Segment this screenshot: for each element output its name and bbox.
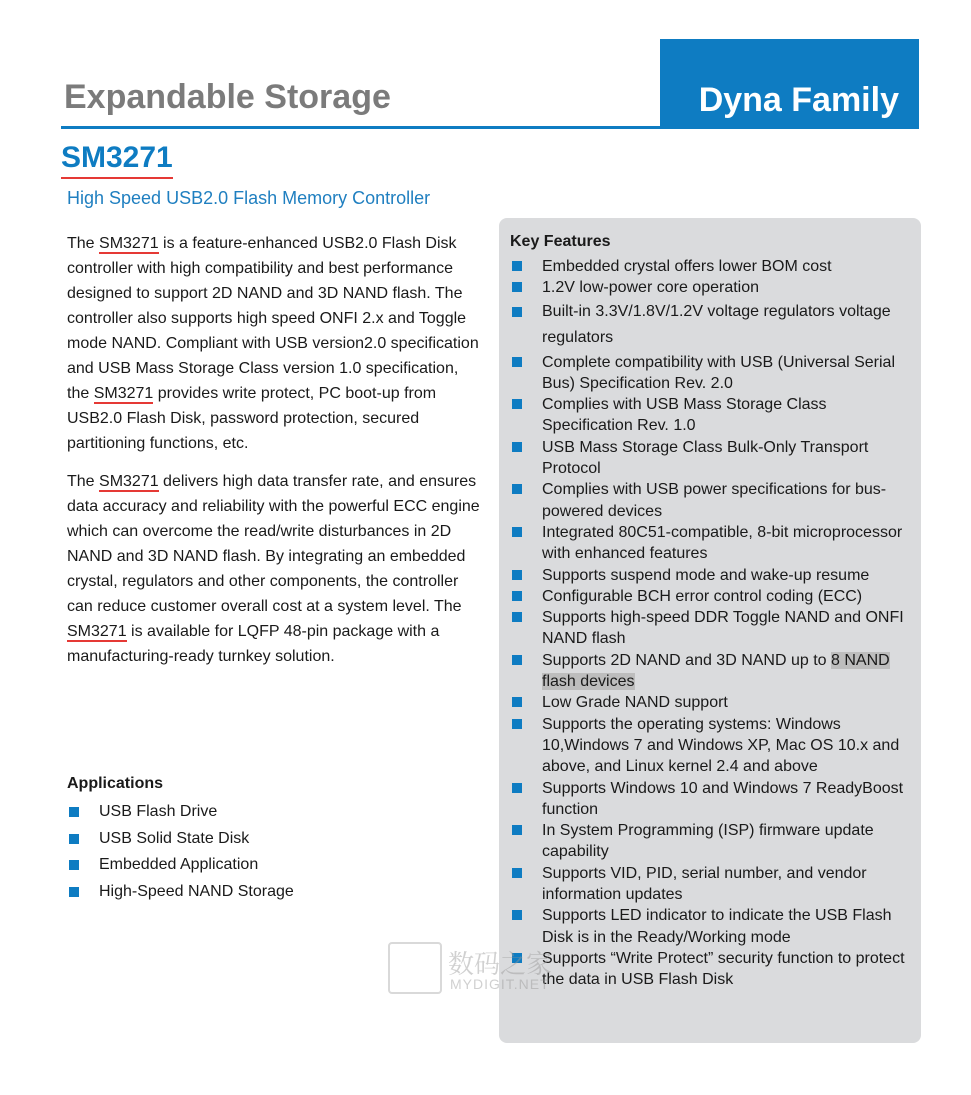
- square-bullet-icon: [512, 357, 522, 367]
- feature-text: Supports Windows 10 and Windows 7 ReadyBoost function: [542, 779, 904, 818]
- description-paragraph: [67, 231, 482, 456]
- header-divider: [61, 126, 919, 129]
- feature-text: Supports VID, PID, serial number, and vendor information updates: [542, 864, 867, 904]
- feature-item: [510, 948, 915, 991]
- key-features-list: [510, 256, 915, 991]
- feature-item: [510, 256, 915, 277]
- text-run: is available for LQFP 48-pin package with a manufacturing-ready turnkey solution.: [67, 623, 440, 665]
- application-label: Embedded Application: [99, 856, 259, 874]
- square-bullet-icon: [512, 655, 522, 665]
- application-item: [67, 800, 294, 827]
- product-name-mention: SM3271: [99, 473, 159, 490]
- square-bullet-icon: [69, 887, 79, 897]
- square-bullet-icon: [512, 282, 522, 292]
- feature-item: [510, 394, 915, 437]
- feature-text: Embedded crystal offers lower BOM cost: [542, 258, 832, 275]
- application-label: High-Speed NAND Storage: [99, 883, 294, 901]
- square-bullet-icon: [512, 719, 522, 729]
- feature-item: [510, 863, 915, 906]
- applications-title: Applications: [67, 775, 164, 792]
- square-bullet-icon: [512, 697, 522, 707]
- product-name-mention: SM3271: [99, 235, 159, 252]
- product-subtitle: High Speed USB2.0 Flash Memory Controller: [67, 188, 431, 208]
- feature-text: 1.2V low-power core operation: [542, 279, 760, 297]
- square-bullet-icon: [512, 868, 522, 878]
- square-bullet-icon: [69, 834, 79, 844]
- family-banner: [660, 39, 919, 126]
- feature-text: Supports 2D NAND and 3D NAND up to: [542, 651, 832, 669]
- square-bullet-icon: [512, 261, 522, 271]
- highlighted-text: 8 NAND flash devices: [542, 651, 890, 691]
- text-run: The: [67, 235, 100, 252]
- text-run: is a feature-enhanced USB2.0 Flash Disk controller with high compatibility and best performance designed to support 2D NAND and 3D NAND flash. The controller also supports high speed ONFI 2.x and Toggle mode NAND. Compliant with USB version2.0 specification and USB Mass Storage Class version 1.0 specification, the: [67, 235, 479, 402]
- feature-text: In System Programming (ISP) firmware update capability: [542, 822, 874, 861]
- feature-item: [510, 299, 915, 352]
- text-run: delivers high data transfer rate, and ensures data accuracy and reliability with the powerful ECC engine which can overcome the read/write disturbances in 2D NAND and 3D NAND flash. By integrating an embedded crystal, regulators and other components, the controller can reduce customer overall cost at a system level. The: [67, 473, 480, 615]
- feature-text: Complies with USB power specifications for bus-powered devices: [542, 481, 887, 520]
- feature-text: Low Grade NAND support: [542, 694, 728, 712]
- feature-item: [510, 565, 915, 586]
- feature-text: Supports “Write Protect” security function to protect the data in USB Flash Disk: [542, 949, 905, 989]
- feature-item: [510, 714, 915, 778]
- feature-item: [510, 277, 915, 298]
- product-name-mention: SM3271: [67, 623, 127, 640]
- square-bullet-icon: [512, 399, 522, 409]
- watermark-cn: 数码之家: [448, 949, 553, 979]
- feature-text: Built-in 3.3V/1.8V/1.2V voltage regulators voltage regulators: [542, 302, 891, 347]
- feature-text: Configurable BCH error control coding (ECC): [542, 587, 863, 605]
- feature-item: [510, 820, 915, 863]
- feature-item: [510, 352, 915, 395]
- feature-item: [510, 607, 915, 650]
- application-item: [67, 880, 294, 907]
- feature-item: [510, 650, 915, 693]
- feature-text: Integrated 80C51-compatible, 8-bit microprocessor with enhanced features: [542, 523, 903, 563]
- description-paragraph: [67, 469, 482, 669]
- section-title: Expandable Storage: [64, 78, 391, 116]
- applications-list: [67, 800, 294, 907]
- key-features-title: Key Features: [510, 233, 611, 250]
- feature-item: [510, 692, 915, 713]
- square-bullet-icon: [512, 783, 522, 793]
- square-bullet-icon: [512, 825, 522, 835]
- watermark-logo-icon: [388, 942, 442, 994]
- watermark-en: MYDIGIT.NET: [450, 976, 550, 992]
- product-name-mention: SM3271: [93, 385, 154, 402]
- feature-item: [510, 586, 915, 607]
- key-features-panel: [499, 218, 921, 1043]
- product-name: SM3271: [61, 141, 173, 179]
- application-label: USB Flash Drive: [99, 803, 218, 820]
- feature-item: [510, 437, 915, 480]
- feature-text: Supports high-speed DDR Toggle NAND and ONFI NAND flash: [542, 609, 904, 648]
- text-run: The: [67, 473, 100, 490]
- feature-item: [510, 905, 915, 948]
- application-label: USB Solid State Disk: [99, 829, 250, 847]
- applications-section: [67, 775, 294, 907]
- feature-text: Supports suspend mode and wake-up resume: [542, 566, 870, 584]
- square-bullet-icon: [512, 570, 522, 580]
- application-item: [67, 853, 294, 880]
- feature-text: USB Mass Storage Class Bulk-Only Transport Protocol: [542, 438, 869, 478]
- product-description: [67, 231, 482, 682]
- square-bullet-icon: [512, 484, 522, 494]
- text-run: provides write protect, PC boot-up from USB2.0 Flash Disk, password protection, secured partitioning functions, etc.: [67, 385, 437, 452]
- square-bullet-icon: [512, 307, 522, 317]
- feature-text: Supports the operating systems: Windows 10,Windows 7 and Windows XP, Mac OS 10.x and above, and Linux kernel 2.4 and above: [542, 715, 900, 776]
- application-item: [67, 827, 294, 854]
- square-bullet-icon: [512, 910, 522, 920]
- square-bullet-icon: [512, 527, 522, 537]
- feature-text: Complies with USB Mass Storage Class Specification Rev. 1.0: [542, 396, 827, 435]
- family-label: Dyna Family: [698, 81, 899, 119]
- square-bullet-icon: [69, 860, 79, 870]
- feature-text: Supports LED indicator to indicate the USB Flash Disk is in the Ready/Working mode: [542, 907, 892, 946]
- square-bullet-icon: [512, 591, 522, 601]
- feature-item: [510, 479, 915, 522]
- feature-item: [510, 522, 915, 565]
- square-bullet-icon: [69, 807, 79, 817]
- feature-item: [510, 778, 915, 821]
- square-bullet-icon: [512, 612, 522, 622]
- feature-text: Complete compatibility with USB (Universal Serial Bus) Specification Rev. 2.0: [542, 353, 896, 392]
- square-bullet-icon: [512, 442, 522, 452]
